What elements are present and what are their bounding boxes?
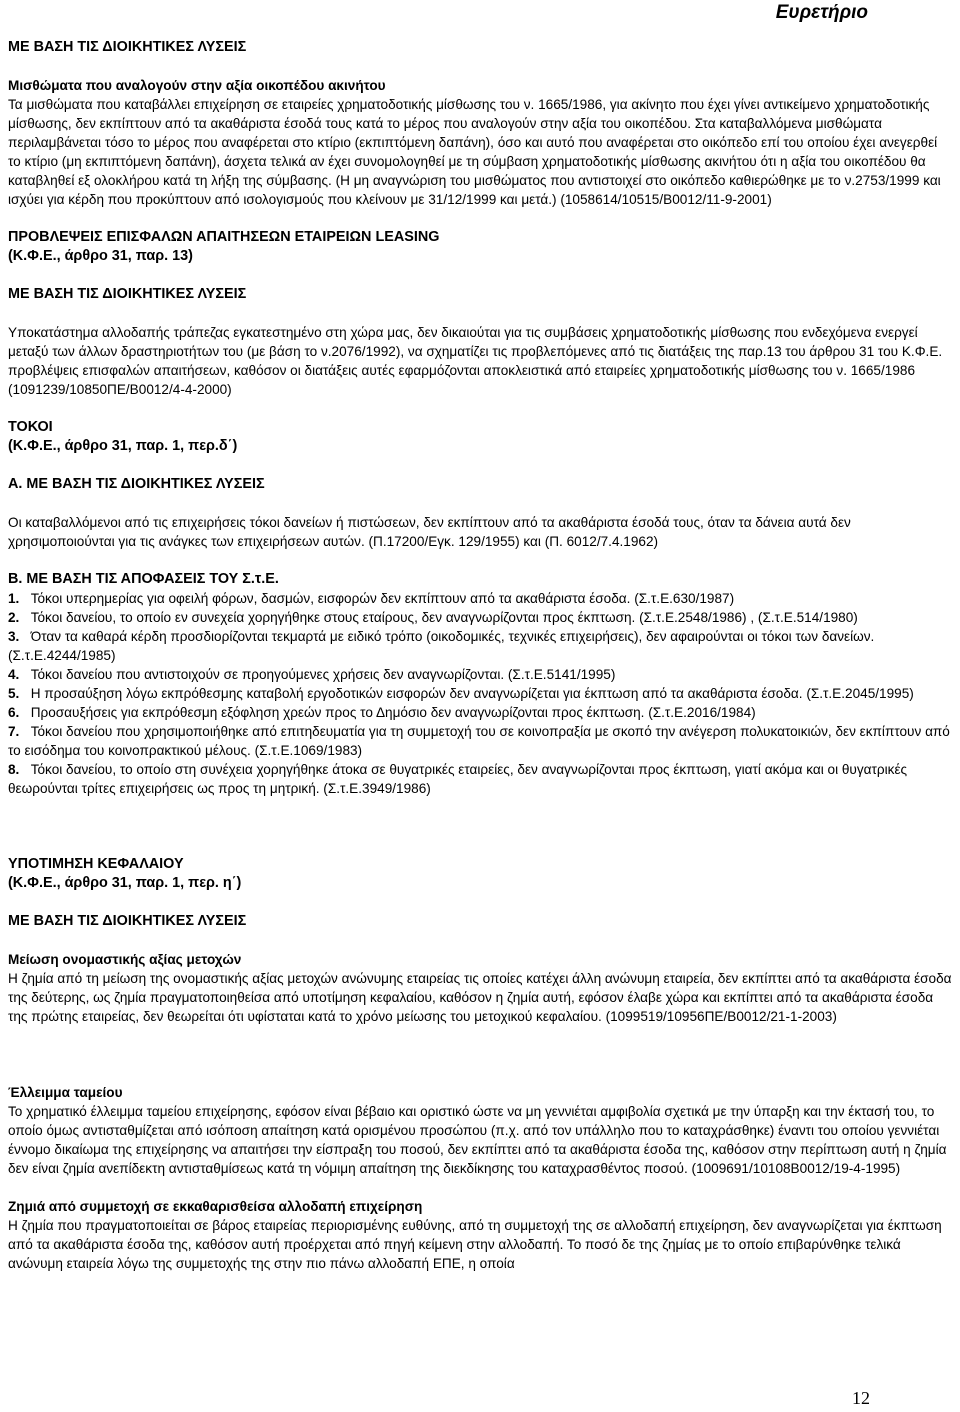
capital-title: ΥΠΟΤΙΜΗΣΗ ΚΕΦΑΛΑΙΟΥ (8, 856, 184, 872)
list-item: 3. Όταν τα καθαρά κέρδη προσδιορίζονται τεκμαρτά με ειδικό τρόπο (οικοδομικές, τεχνικές επιχειρήσεις), δεν αφαιρούνται οι τόκοι των δανείων. (Σ.τ.Ε.4244/1985) (8, 629, 875, 663)
section-heading-admin: ΜΕ ΒΑΣΗ ΤΙΣ ΔΙΟΙΚΗΤΙΚΕΣ ΛΥΣΕΙΣ (8, 39, 247, 55)
rent-title: Μισθώματα που αναλογούν στην αξία οικοπέδου ακινήτου (8, 78, 386, 93)
leasing-body: Υποκατάστημα αλλοδαπής τράπεζας εγκατεστημένο στη χώρα μας, δεν δικαιούται για τις συμβάσεις χρηματοδοτικής μίσθωσης που ενδεχόμενα ενεργεί μεταξύ των άλλων δραστηριοτήτων του (με βάση το ν.2076/1992), να σχηματίζει τις προβλεπόμενες από τις διατάξεις της παρ.13 του άρθρου 31 του Κ.Φ.Ε. προβλέψεις επισφαλών απαιτήσεων, καθόσον οι διατάξεις αυτές εφαρμόζονται αποκλειστικά από εταιρείες χρηματοδοτικής μίσθωσης του ν. 1665/1986 (1091239/10850ΠΕ/Β0012/4-4-2000) (8, 325, 943, 397)
list-item: 7. Τόκοι δανείου που χρησιμοποιήθηκε από επιτηδευματία για τη συμμετοχή του σε κοινοπραξία με σκοπό την ανέγερση πολυκατοικιών, δεν εκπίπτουν από το εισόδημα του κοινοπρακτικού μέλους. (Σ.τ.Ε.1069/1983) (8, 724, 950, 758)
interest-section-b-heading: Β. ΜΕ ΒΑΣΗ ΤΙΣ ΑΠΟΦΑΣΕΙΣ ΤΟΥ Σ.τ.Ε. (8, 571, 279, 587)
list-item: 4. Τόκοι δανείου που αντιστοιχούν σε προηγούμενες χρήσεις δεν αναγνωρίζονται. (Σ.τ.Ε.5141/1995) (8, 667, 616, 682)
leasing-reference: (Κ.Φ.Ε., άρθρο 31, παρ. 13) (8, 248, 193, 264)
list-item: 2. Τόκοι δανείου, το οποίο εν συνεχεία χορηγήθηκε στους εταίρους, δεν αναγνωρίζονται προς έκπτωση. (Σ.τ.Ε.2548/1986) , (Σ.τ.Ε.514/1980) (8, 610, 858, 625)
list-item: 5. Η προσαύξηση λόγω εκπρόθεσμης καταβολή εργοδοτικών εισφορών δεν αναγνωρίζεται για έκπτωση από τα ακαθάριστα έσοδα. (Σ.τ.Ε.2045/1995) (8, 686, 914, 701)
list-item: 8. Τόκοι δανείου, το οποίο στη συνέχεια χορηγήθηκε άτοκα σε θυγατρικές εταιρείες, δεν αναγνωρίζονται προς έκπτωση, γιατί ακόμα και οι θυγατρικές θεωρούνται τρίτες επιχειρήσεις ως προς τη μητρική. (Σ.τ.Ε.3949/1986) (8, 762, 908, 796)
foreign-loss-title: Ζημιά από συμμετοχή σε εκκαθαρισθείσα αλλοδαπή επιχείρηση (8, 1199, 423, 1214)
index-header: Ευρετήριο (775, 2, 868, 23)
leasing-title: ΠΡΟΒΛΕΨΕΙΣ ΕΠΙΣΦΑΛΩΝ ΑΠΑΙΤΗΣΕΩΝ ΕΤΑΙΡΕΙΩΝ LEASING (8, 229, 440, 245)
shares-body: Η ζημία από τη μείωση της ονομαστικής αξίας μετοχών ανώνυμης εταιρείας τις οποίες κατέχει άλλη ανώνυμη εταιρεία, δεν εκπίπτει από τα ακαθάριστα έσοδα της δεύτερης, ως ζημία πραγματοποιηθείσα από υποτίμηση κεφαλαίου, καθόσον η ζημία αυτή, εφόσον έλαβε χώρα και εκπίπτει από τα ακαθάριστα έσοδα της πρώτης εταιρείας, δεν θεωρείται ότι υφίσταται κατά το χρόνο μείωσης του μετοχικού κεφαλαίου. (1099519/10956ΠΕ/Β0012/21-1-2003) (8, 971, 952, 1024)
document-body (8, 38, 952, 1273)
section-heading-admin: ΜΕ ΒΑΣΗ ΤΙΣ ΔΙΟΙΚΗΤΙΚΕΣ ΛΥΣΕΙΣ (8, 913, 247, 929)
section-heading-admin: ΜΕ ΒΑΣΗ ΤΙΣ ΔΙΟΙΚΗΤΙΚΕΣ ΛΥΣΕΙΣ (8, 286, 247, 302)
shares-title: Μείωση ονομαστικής αξίας μετοχών (8, 952, 242, 967)
page-number: 12 (852, 1388, 870, 1408)
capital-reference: (Κ.Φ.Ε., άρθρο 31, παρ. 1, περ. η΄) (8, 875, 242, 891)
list-item: 1. Τόκοι υπερημερίας για οφειλή φόρων, δασμών, εισφορών δεν εκπίπτουν από τα ακαθάριστα έσοδα. (Σ.τ.Ε.630/1987) (8, 591, 735, 606)
cash-deficit-body: Το χρηματικό έλλειμμα ταμείου επιχείρησης, εφόσον είναι βέβαιο και οριστικό ώστε να μη γεννιέται αμφιβολία σχετικά με την ύπαρξη και την έκτασή του, το οποίο όμως αντισταθμίζεται από ισόποση απαίτηση κατά ορισμένου προσώπου (π.χ. από τον υπάλληλο που το καταχράσθηκε) έναντι του οποίου γεννιέται έννομο δικαίωμα της επιχείρησης να απαιτήσει την είσπραξη του ποσού, δεν εκπίπτει από τα ακαθάριστα έσοδα της, καθόσον στην περίπτωση αυτή η ζημία δεν είναι ζημία ανεπίδεκτη αντισταθμίσεως κατά τη νόμιμη απαίτηση της διεκδίκησης του καταχρασθέντος ποσού. (1009691/10108Β0012/19-4-1995) (8, 1104, 947, 1176)
interest-reference: (Κ.Φ.Ε., άρθρο 31, παρ. 1, περ.δ΄) (8, 438, 238, 454)
interest-section-a-body: Οι καταβαλλόμενοι από τις επιχειρήσεις τόκοι δανείων ή πιστώσεων, δεν εκπίπτουν από τα ακαθάριστα έσοδά τους, όταν τα δάνεια αυτά δεν χρησιμοποιούνται για τις ανάγκες των επιχειρήσεων αυτών. (Π.17200/Εγκ. 129/1955) και (Π. 6012/7.4.1962) (8, 515, 851, 549)
rent-body: Τα μισθώματα που καταβάλλει επιχείρηση σε εταιρείες χρηματοδοτικής μίσθωσης του ν. 1665/1986, για ακίνητο που έχει γίνει αντικείμενο χρηματοδοτικής μίσθωσης, δεν εκπίπτουν από τα ακαθάριστα έσοδά τους κατά το μέρος που αναλογούν στην αξία του οικοπέδου. Στα καταβαλλόμενα μισθώματα περιλαμβάνεται τόσο το μέρος που αναφέρεται στο κτίριο (εκπιπτόμενη δαπάνη), όσο και αυτό που αναφέρεται στο οικόπεδο επί του οποίου έχει ανεγερθεί το κτίριο (μη εκπιπτόμενη δαπάνη), άσχετα τελικά αν έχει συνομολογηθεί με τη σύμβαση χρηματοδοτικής μίσθωσης ακινήτου ότι η αξία του οικοπέδου θα καταβληθεί εξ ολοκλήρου κατά τη λήξη της σύμβασης. (Η μη αναγνώριση του μισθώματος που αντιστοιχεί στο οικόπεδο καθιερώθηκε με το ν.2753/1999 και ισχύει για κέρδη που προκύπτουν από ισολογισμούς που κλείνουν με 31/12/1999 και μετά.) (1058614/10515/Β0012/11-9-2001) (8, 97, 941, 207)
list-item: 6. Προσαυξήσεις για εκπρόθεσμη εξόφληση χρεών προς το Δημόσιο δεν αναγνωρίζονται προς έκπτωση. (Σ.τ.Ε.2016/1984) (8, 705, 756, 720)
foreign-loss-body: Η ζημία που πραγματοποιείται σε βάρος εταιρείας περιορισμένης ευθύνης, από τη συμμετοχή της σε αλλοδαπή επιχείρηση, δεν αναγνωρίζεται για έκπτωση από τα ακαθάριστα έσοδα της, καθόσον αυτή προέρχεται από πηγή κείμενη στην αλλοδαπή. Το ποσό δε της ζημίας με το οποίο επιβαρύνθηκε τελικά ανώνυμη εταιρεία λόγω της συμμετοχής της στην πιο πάνω αλλοδαπή ΕΠΕ, η οποία (8, 1218, 942, 1271)
interest-title: ΤΟΚΟΙ (8, 419, 53, 435)
interest-section-a-heading: Α. ΜΕ ΒΑΣΗ ΤΙΣ ΔΙΟΙΚΗΤΙΚΕΣ ΛΥΣΕΙΣ (8, 476, 265, 492)
cash-deficit-title: Έλλειμμα ταμείου (8, 1085, 123, 1100)
